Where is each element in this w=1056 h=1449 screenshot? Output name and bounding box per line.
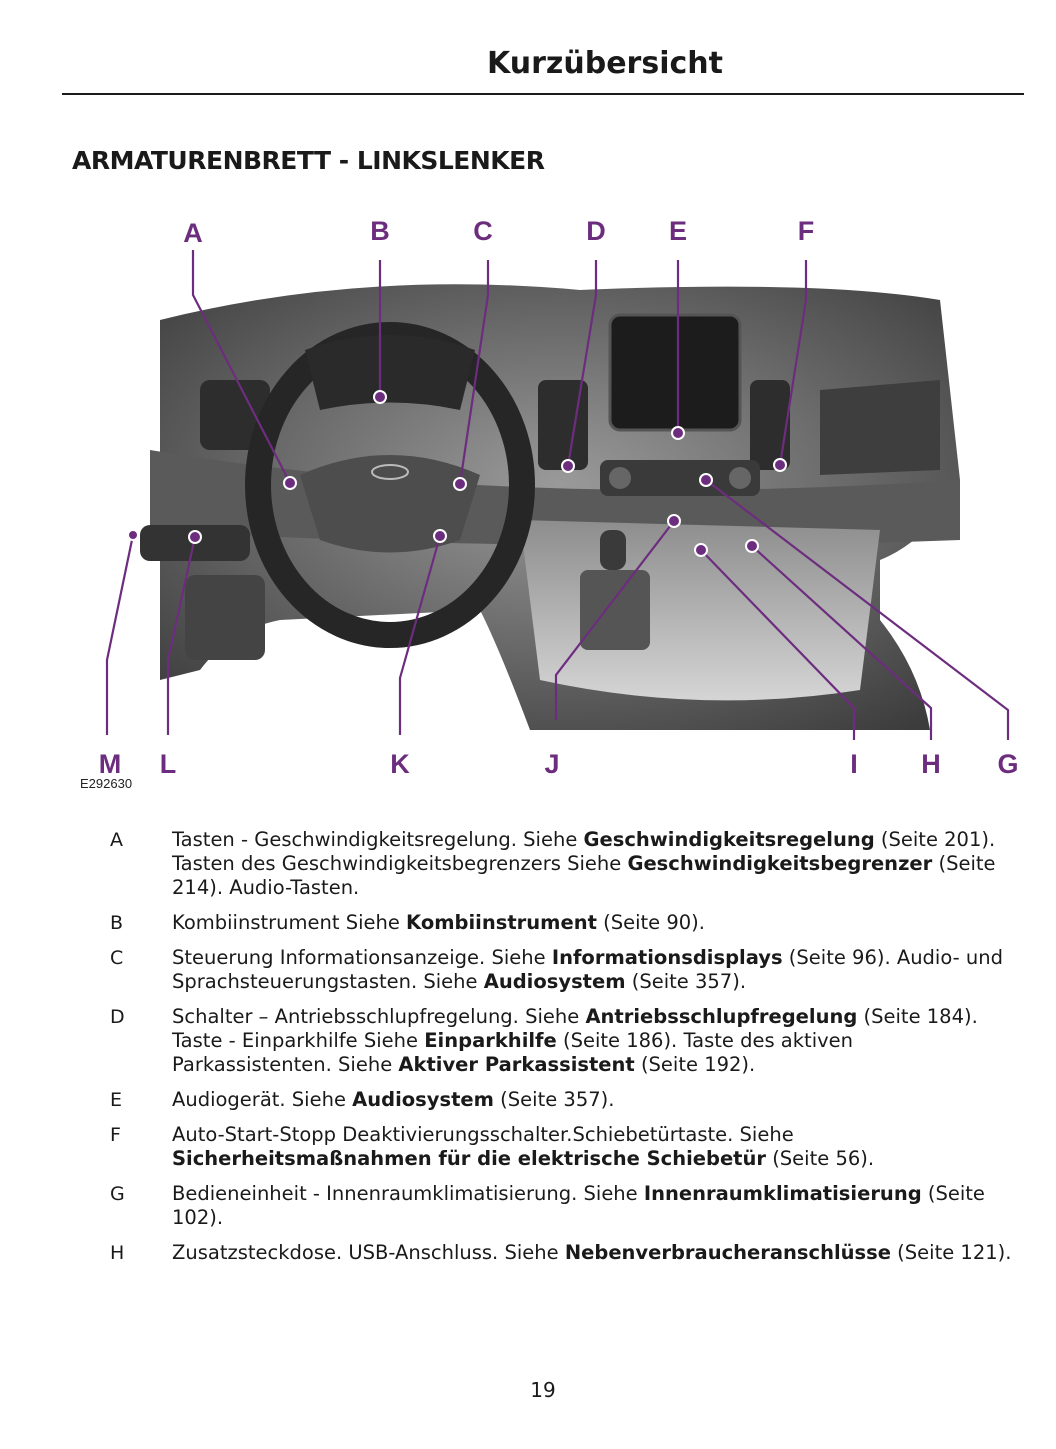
legend-description [172, 911, 1017, 935]
callout-label-h: H [921, 749, 941, 779]
legend-text-part: (Seite 90). [596, 911, 705, 934]
legend-item [110, 1123, 1020, 1171]
dashboard-illustration [60, 210, 1030, 800]
callout-label-f: F [797, 216, 815, 246]
glovebox-tray [820, 380, 940, 475]
legend-item [110, 1088, 1020, 1112]
legend-description [172, 1005, 1017, 1077]
cross-reference-link: Antriebsschlupfregelung [585, 1005, 858, 1028]
section-title: ARMATURENBRETT - LINKSLENKER [72, 146, 545, 175]
legend-description [172, 828, 1017, 900]
legend-item [110, 1182, 1020, 1230]
gear-knob [600, 530, 626, 570]
cross-reference-link: Aktiver Parkassistent [398, 1053, 635, 1076]
callout-label-m: M [98, 749, 122, 779]
legend-item [110, 828, 1020, 900]
legend-list [110, 828, 1020, 1276]
touchscreen [610, 315, 740, 430]
cross-reference-link: Geschwindigkeitsregelung [583, 828, 875, 851]
legend-text-part: (Seite 121). [890, 1241, 1012, 1264]
legend-text-part: (Seite 192). [634, 1053, 756, 1076]
legend-item [110, 911, 1020, 935]
cross-reference-link: Nebenverbraucheranschlüsse [564, 1241, 891, 1264]
legend-text-part: (Seite 186). Taste des aktiven Parkassistenten. Siehe [172, 1029, 854, 1076]
legend-text-part: (Seite 96). Audio- und Sprachsteuerungstasten. Siehe [172, 946, 1003, 993]
legend-text-part: (Seite 56). [766, 1147, 875, 1170]
callout-label-l: L [159, 749, 177, 779]
legend-description [172, 946, 1017, 994]
legend-item [110, 1005, 1020, 1077]
callout-label-g: G [997, 749, 1019, 779]
cross-reference-link: Audiosystem [483, 970, 626, 993]
steering-hub [300, 455, 480, 553]
legend-key: E [110, 1089, 123, 1111]
legend-text-part: Audiogerät. Siehe [172, 1088, 353, 1111]
cross-reference-link: Kombiinstrument [406, 911, 597, 934]
legend-description [172, 1088, 1017, 1112]
instrument-cluster [305, 335, 475, 410]
legend-key: B [110, 912, 124, 934]
legend-description [172, 1182, 1017, 1230]
callout-label-d: D [586, 216, 606, 246]
cross-reference-link: Innenraumklimatisierung [643, 1182, 922, 1205]
legend-key: C [110, 947, 124, 969]
legend-text-part: Steuerung Informationsanzeige. Siehe [172, 946, 552, 969]
legend-description [172, 1241, 1017, 1265]
cross-reference-link: Sicherheitsmaßnahmen für die elektrische Schiebetür [172, 1147, 766, 1170]
cross-reference-link: Informationsdisplays [551, 946, 783, 969]
legend-key: D [110, 1006, 125, 1028]
legend-text-part: Bedieneinheit - Innenraumklimatisierung. Siehe [172, 1182, 644, 1205]
callout-label-c: C [473, 216, 493, 246]
legend-item [110, 1241, 1020, 1265]
dashboard-figure [60, 210, 1030, 800]
legend-text-part: Schalter – Antriebsschlupfregelung. Siehe [172, 1005, 586, 1028]
cross-reference-link: Audiosystem [352, 1088, 494, 1111]
callout-label-j: J [544, 749, 560, 779]
center-vent-right [750, 380, 790, 470]
cup-holder [185, 575, 265, 660]
legend-text-part: (Seite 184). Taste - Einparkhilfe Siehe [172, 1005, 978, 1052]
legend-item [110, 946, 1020, 994]
legend-text-part: Kombiinstrument Siehe [172, 911, 407, 934]
legend-text-part: Zusatzsteckdose. USB-Anschluss. Siehe [172, 1241, 565, 1264]
legend-text-part: (Seite 214). Audio-Tasten. [172, 852, 996, 899]
legend-text-part: (Seite 357). [493, 1088, 615, 1111]
gear-boot [580, 570, 650, 650]
legend-key: H [110, 1242, 125, 1264]
figure-id: E292630 [80, 776, 133, 791]
callout-label-k: K [390, 749, 410, 779]
page-header [62, 46, 1024, 95]
callout-label-e: E [668, 216, 688, 246]
audio-knob-left [609, 467, 631, 489]
page-number: 19 [530, 1378, 556, 1402]
callout-label-i: I [850, 749, 858, 779]
legend-key: A [110, 829, 123, 851]
legend-description [172, 1123, 1017, 1171]
legend-key: G [110, 1183, 125, 1205]
legend-text-part: (Seite 357). [625, 970, 747, 993]
cross-reference-link: Geschwindigkeitsbegrenzer [627, 852, 933, 875]
audio-knob-right [729, 467, 751, 489]
cross-reference-link: Einparkhilfe [424, 1029, 557, 1052]
page-title: Kurzübersicht [487, 46, 723, 81]
legend-text-part: Auto-Start-Stopp Deaktivierungsschalter.Schiebetürtaste. Siehe [172, 1123, 794, 1146]
legend-text-part: Tasten - Geschwindigkeitsregelung. Siehe [172, 828, 584, 851]
callout-label-b: B [370, 216, 390, 246]
legend-key: F [110, 1124, 121, 1146]
legend-text-part: (Seite 201). Tasten des Geschwindigkeitsbegrenzers Siehe [172, 828, 996, 875]
callout-label-a: A [183, 218, 203, 248]
legend-text-part: (Seite 102). [172, 1182, 985, 1229]
